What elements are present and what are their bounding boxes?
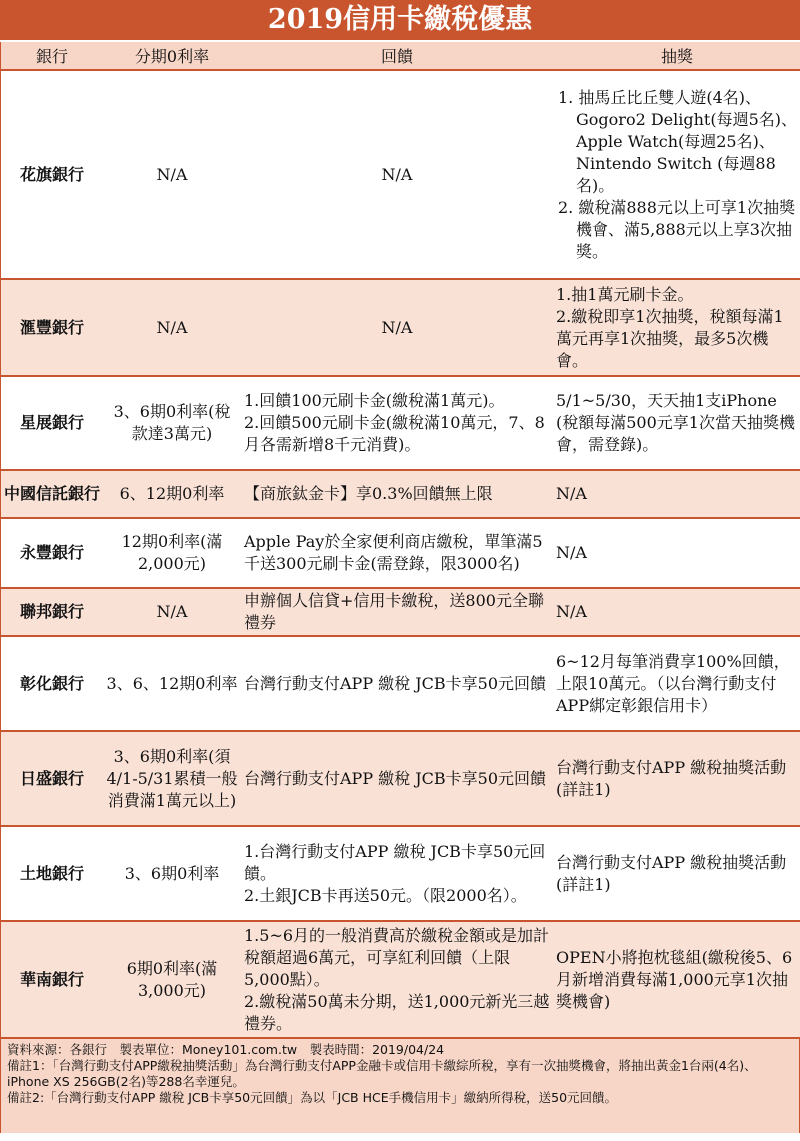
rebate-cell: 台灣行動支付APP 繳稅 JCB卡享50元回饋 [241, 636, 553, 731]
bank-name: 日盛銀行 [1, 731, 103, 826]
bank-name: 彰化銀行 [1, 636, 103, 731]
lottery-cell [553, 279, 800, 376]
installment-cell: 3、6、12期0利率 [103, 636, 241, 731]
rebate-cell: 1.台灣行動支付APP 繳稅 JCB卡享50元回饋。 2.土銀JCB卡再送50元。（限2000名）。 [241, 826, 553, 921]
offers-table [1, 42, 800, 1037]
table-row [1, 279, 800, 376]
installment-cell: N/A [103, 588, 241, 636]
bank-name: 華南銀行 [1, 921, 103, 1037]
rebate-cell: Apple Pay於全家便利商店繳稅，單筆滿5千送300元刷卡金(需登錄，限3000名) [241, 518, 553, 588]
installment-cell: 12期0利率(滿2,000元) [103, 518, 241, 588]
column-header-bank: 銀行 [1, 42, 103, 70]
installment-cell: 6、12期0利率 [103, 470, 241, 518]
rebate-cell: 【商旅鈦金卡】享0.3%回饋無上限 [241, 470, 553, 518]
table-row [1, 70, 800, 279]
table-row [1, 826, 800, 921]
bank-name: 星展銀行 [1, 376, 103, 470]
lottery-cell: N/A [553, 518, 800, 588]
bank-name: 花旗銀行 [1, 70, 103, 279]
lottery-item: 1.抽1萬元刷卡金。 [556, 284, 694, 304]
installment-cell: 3、6期0利率(稅款達3萬元) [103, 376, 241, 470]
offers-table-wrapper [0, 42, 800, 1133]
table-row [1, 470, 800, 518]
column-header-rebate: 回饋 [241, 42, 553, 70]
lottery-cell: 台灣行動支付APP 繳稅抽獎活動(詳註1) [553, 826, 800, 921]
page-title: 2019信用卡繳稅優惠 [0, 0, 800, 42]
source-line: 資料來源：各銀行 製表單位：Money101.com.tw 製表時間：2019/04/24 [7, 1042, 445, 1057]
installment-cell: 3、6期0利率 [103, 826, 241, 921]
rebate-cell: N/A [241, 70, 553, 279]
bank-name: 滙豐銀行 [1, 279, 103, 376]
rebate-cell: 1.回饋100元刷卡金(繳稅滿1萬元)。 2.回饋500元刷卡金(繳稅滿10萬元，7、8月各需新增8千元消費)。 [241, 376, 553, 470]
lottery-cell: 5/1~5/30，天天抽1支iPhone (稅額每滿500元享1次當天抽獎機會，需登錄)。 [553, 376, 800, 470]
column-header-installment: 分期0利率 [103, 42, 241, 70]
rebate-cell: 申辦個人信貸+信用卡繳稅，送800元全聯禮券 [241, 588, 553, 636]
bank-name: 永豐銀行 [1, 518, 103, 588]
rebate-cell: 1.5~6月的一般消費高於繳稅金額或是加計稅額超過6萬元，可享紅利回饋（上限5,000點）。 2.繳稅滿50萬未分期，送1,000元新光三越禮券。 [241, 921, 553, 1037]
installment-cell: N/A [103, 279, 241, 376]
installment-cell: N/A [103, 70, 241, 279]
lottery-cell: OPEN小將抱枕毯組(繳稅後5、6月新增消費每滿1,000元享1次抽獎機會) [553, 921, 800, 1037]
table-row [1, 636, 800, 731]
table-row [1, 588, 800, 636]
lottery-item: 2. 繳稅滿888元以上可享1次抽獎機會、滿5,888元以上享3次抽獎。 [558, 197, 796, 261]
column-header-lottery: 抽獎 [553, 42, 800, 70]
note-1: 備註1：「台灣行動支付APP繳稅抽獎活動」為台灣行動支付APP金融卡或信用卡繳綜所稅，享有一次抽獎機會，將抽出黃金1台兩(4名)、iPhone XS 256GB(2名)等288名幸運兒。 [7, 1058, 757, 1089]
table-row [1, 731, 800, 826]
table-row [1, 921, 800, 1037]
lottery-cell: 6~12月每筆消費享100%回饋，上限10萬元。（以台灣行動支付APP綁定彰銀信用卡） [553, 636, 800, 731]
lottery-item: 2.繳稅即享1次抽獎，稅額每滿1萬元再享1次抽獎，最多5次機會。 [556, 306, 784, 370]
footer-notes [1, 1037, 799, 1133]
bank-name: 土地銀行 [1, 826, 103, 921]
bank-name: 中國信託銀行 [1, 470, 103, 518]
table-row [1, 376, 800, 470]
lottery-cell [553, 70, 800, 279]
lottery-item: 1. 抽馬丘比丘雙人遊(4名)、Gogoro2 Delight(每週5名)、Apple Watch(每週25名)、Nintendo Switch (每週88名)。 [558, 87, 798, 195]
lottery-list [556, 87, 798, 263]
table-header-row [1, 42, 800, 70]
table-row [1, 518, 800, 588]
installment-cell: 6期0利率(滿3,000元) [103, 921, 241, 1037]
lottery-cell: N/A [553, 588, 800, 636]
lottery-cell: 台灣行動支付APP 繳稅抽獎活動(詳註1) [553, 731, 800, 826]
note-2: 備註2:「台灣行動支付APP 繳稅 JCB卡享50元回饋」為以「JCB HCE手機信用卡」繳納所得稅，送50元回饋。 [7, 1090, 618, 1105]
rebate-cell: N/A [241, 279, 553, 376]
bank-name: 聯邦銀行 [1, 588, 103, 636]
installment-cell: 3、6期0利率(須4/1-5/31累積一般消費滿1萬元以上) [103, 731, 241, 826]
rebate-cell: 台灣行動支付APP 繳稅 JCB卡享50元回饋 [241, 731, 553, 826]
lottery-cell: N/A [553, 470, 800, 518]
